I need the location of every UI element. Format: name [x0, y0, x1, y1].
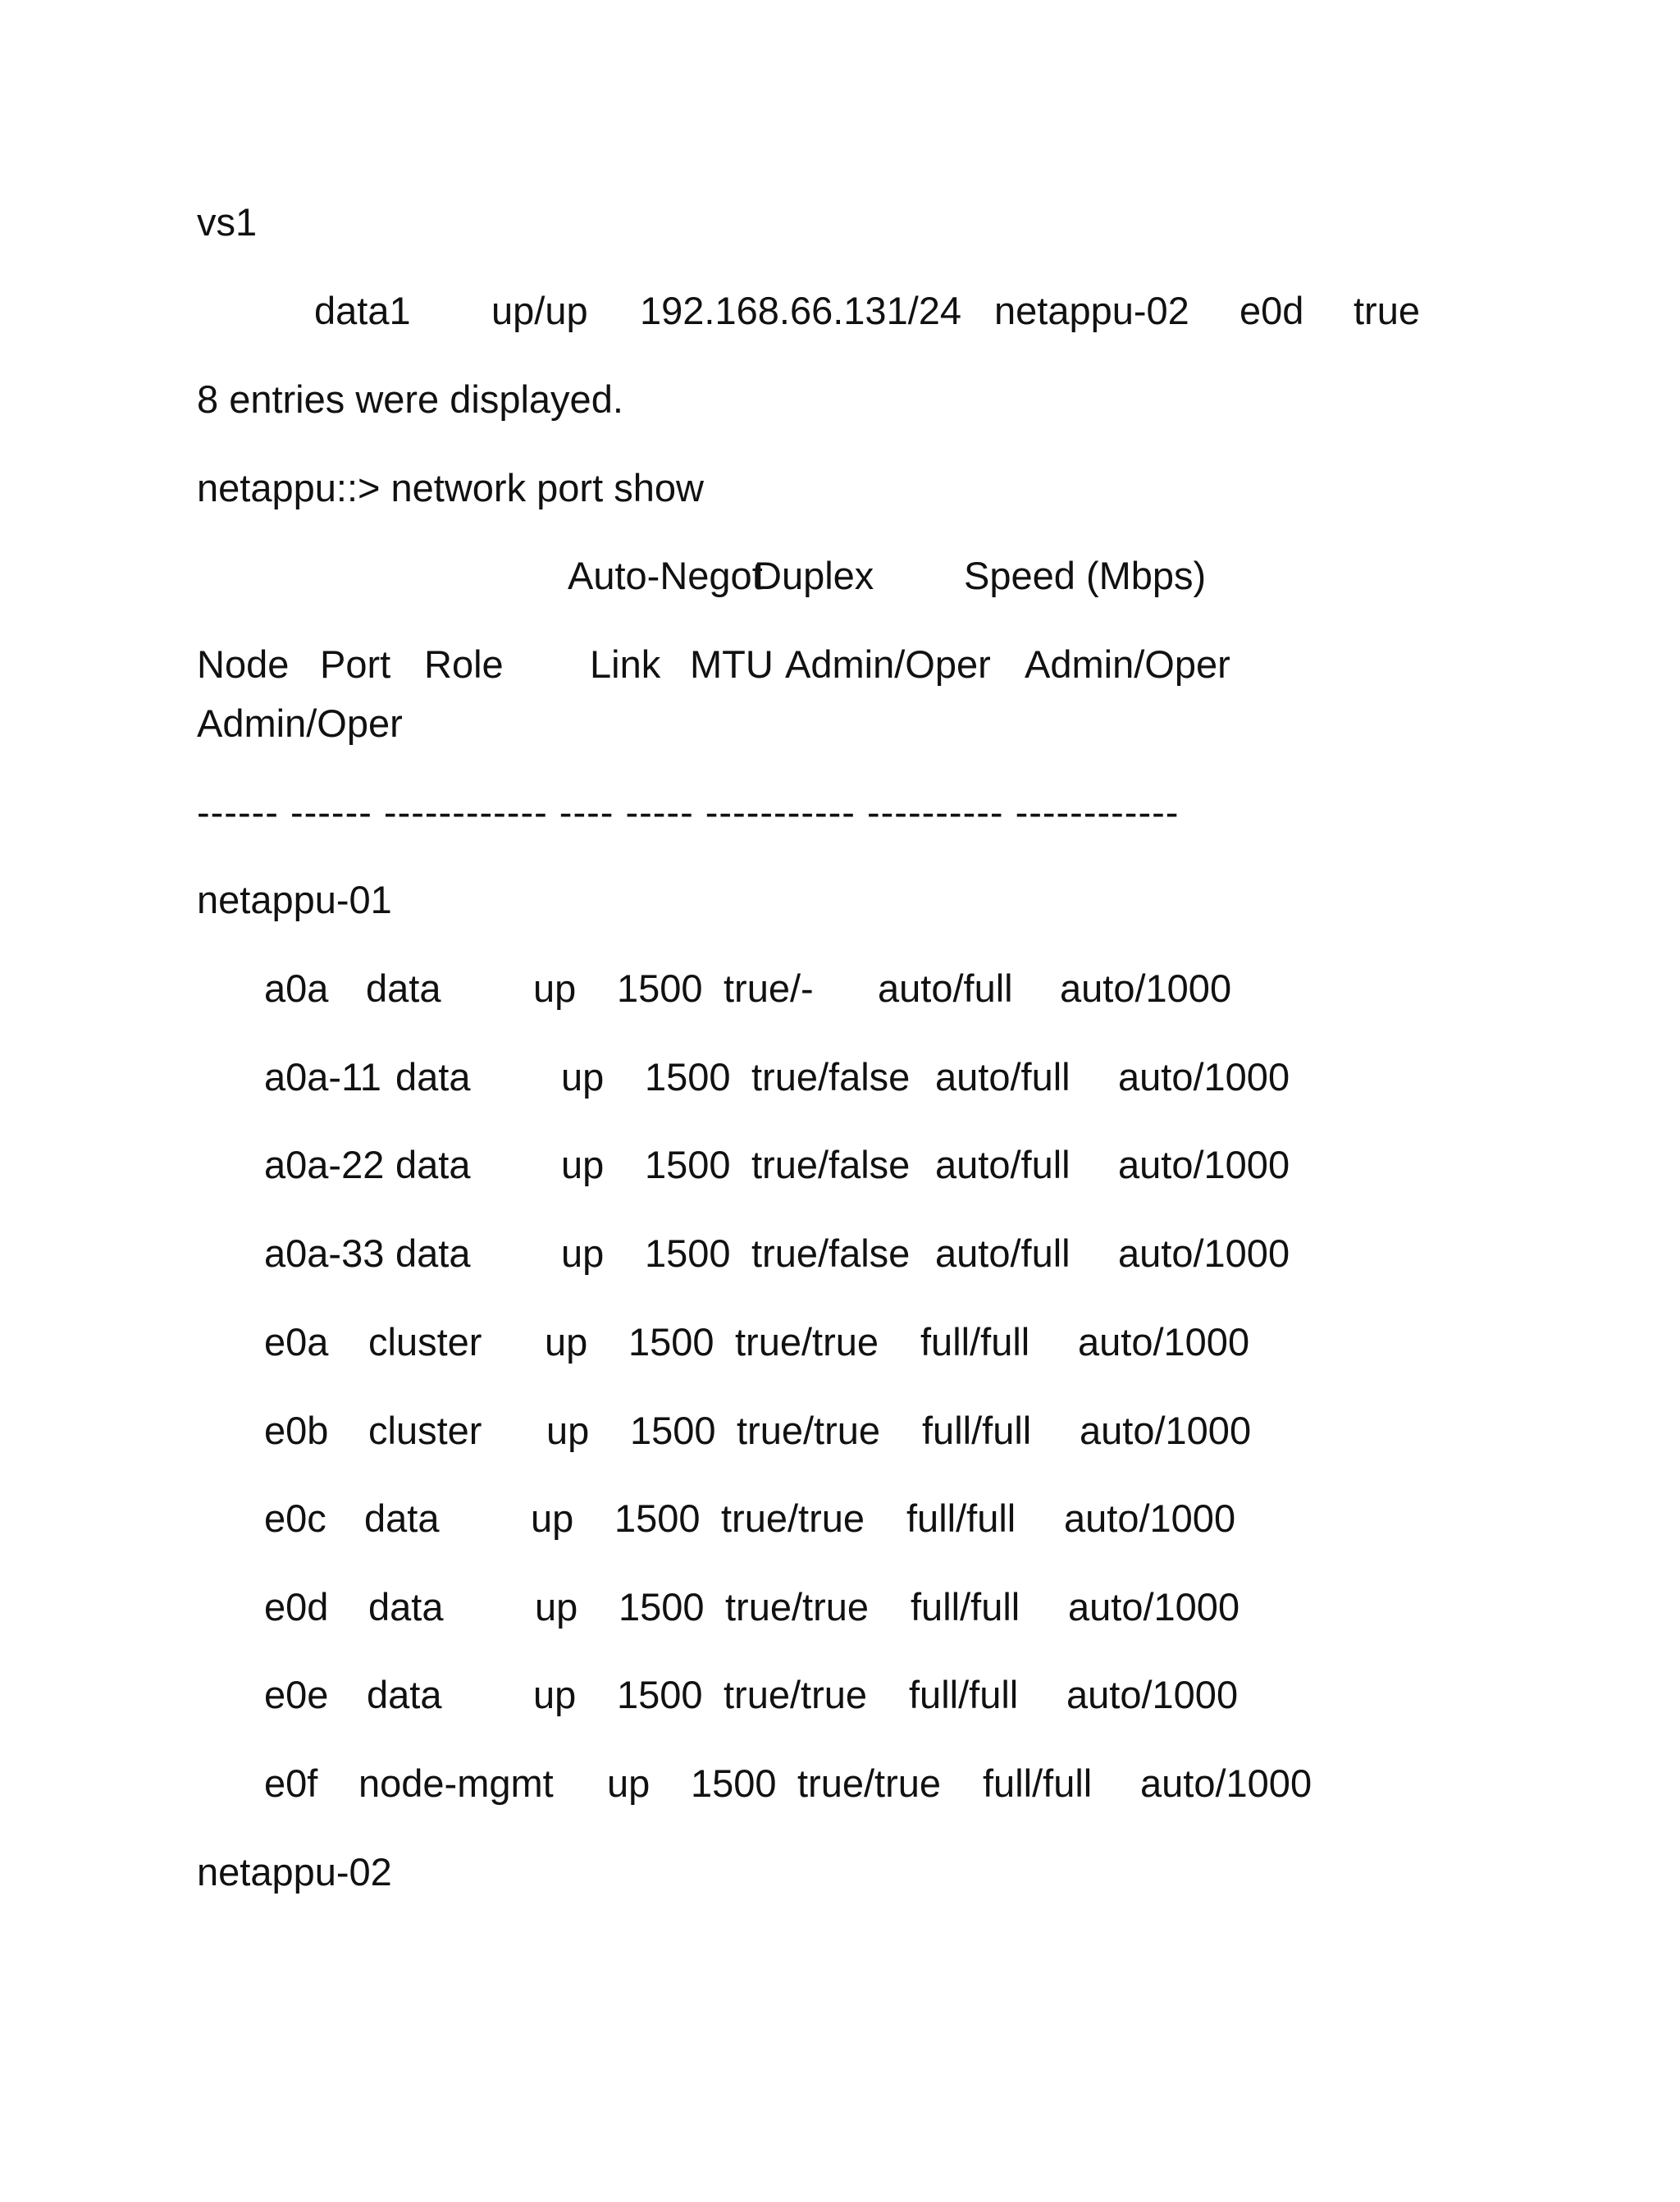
cell-port: a0a-33: [264, 1231, 385, 1275]
cell-autoneg: true/true: [735, 1320, 879, 1364]
cell-speed: auto/1000: [1064, 1496, 1236, 1540]
cell-port: e0c: [264, 1496, 326, 1540]
cell-role: data: [367, 1673, 442, 1716]
table-row: [0, 1759, 1680, 1808]
cell-speed: auto/1000: [1060, 966, 1232, 1010]
group-header-speed: Speed (Mbps): [964, 554, 1207, 597]
cell-link: up: [561, 1143, 605, 1186]
cell-duplex: full/full: [920, 1320, 1030, 1364]
cell-role: cluster: [368, 1320, 482, 1364]
cell-link: up: [545, 1320, 588, 1364]
cell-mtu: 1500: [614, 1496, 701, 1540]
col-link: Link: [590, 642, 661, 686]
table-row: [0, 1670, 1680, 1720]
cell-autoneg: true/false: [751, 1143, 911, 1186]
cell-port: e0a: [264, 1320, 329, 1364]
cell-duplex: auto/full: [935, 1231, 1071, 1275]
cell-role: data: [368, 1585, 444, 1629]
table-separator: ------ ------ ------------ ---- ----- ----------- ---------- ------------: [197, 790, 1180, 834]
cell-link: up: [535, 1585, 578, 1629]
cell-autoneg: true/true: [725, 1585, 870, 1629]
command-prompt: netappu::> network port show: [197, 466, 704, 509]
cell-mtu: 1500: [617, 966, 703, 1010]
table-row: [0, 1140, 1680, 1190]
col-speed-wrapped: Admin/Oper: [197, 701, 403, 745]
cell-link: up: [561, 1055, 605, 1099]
cell-mtu: 1500: [628, 1320, 714, 1364]
table-row: [0, 1494, 1680, 1543]
cell-mtu: 1500: [645, 1231, 731, 1275]
lif-name: data1: [314, 289, 411, 332]
lif-node: netappu-02: [994, 289, 1189, 332]
cell-duplex: auto/full: [935, 1055, 1071, 1099]
cell-link: up: [533, 966, 577, 1010]
table-row: [0, 964, 1680, 1013]
node-name-1: netappu-01: [197, 878, 392, 921]
cell-port: e0f: [264, 1761, 318, 1805]
cell-autoneg: true/-: [724, 966, 814, 1010]
cell-port: e0b: [264, 1409, 329, 1452]
cell-port: a0a: [264, 966, 329, 1010]
cell-speed: auto/1000: [1118, 1143, 1290, 1186]
vserver-name: vs1: [197, 200, 258, 244]
cell-duplex: auto/full: [935, 1143, 1071, 1186]
col-duplex: Admin/Oper: [1025, 642, 1230, 686]
cell-link: up: [561, 1231, 605, 1275]
cell-port: a0a-11: [264, 1055, 381, 1099]
cell-role: data: [395, 1055, 471, 1099]
cell-duplex: full/full: [983, 1761, 1093, 1805]
cell-speed: auto/1000: [1118, 1231, 1290, 1275]
cell-duplex: auto/full: [878, 966, 1013, 1010]
cell-link: up: [533, 1673, 577, 1716]
cell-autoneg: true/true: [721, 1496, 865, 1540]
cell-link: up: [607, 1761, 651, 1805]
cell-port: e0e: [264, 1673, 329, 1716]
cell-mtu: 1500: [630, 1409, 716, 1452]
cell-mtu: 1500: [645, 1055, 731, 1099]
cell-role: data: [395, 1231, 471, 1275]
cell-duplex: full/full: [906, 1496, 1016, 1540]
cell-role: data: [366, 966, 441, 1010]
lif-status: up/up: [491, 289, 588, 332]
col-mtu: MTU: [690, 642, 774, 686]
cell-speed: auto/1000: [1068, 1585, 1240, 1629]
cell-role: cluster: [368, 1409, 482, 1452]
cell-port: a0a-22: [264, 1143, 385, 1186]
cell-port: e0d: [264, 1585, 329, 1629]
cell-mtu: 1500: [645, 1143, 731, 1186]
node-name-2: netappu-02: [197, 1850, 392, 1894]
cell-mtu: 1500: [617, 1673, 703, 1716]
lif-is-home: true: [1354, 289, 1420, 332]
cell-role: data: [395, 1143, 471, 1186]
cell-autoneg: true/false: [751, 1055, 911, 1099]
col-port: Port: [320, 642, 391, 686]
table-row: [0, 1583, 1680, 1632]
table-row: [0, 1053, 1680, 1102]
table-row: [0, 1318, 1680, 1367]
cell-mtu: 1500: [691, 1761, 777, 1805]
table-column-header: [0, 640, 1680, 689]
cell-mtu: 1500: [619, 1585, 705, 1629]
cell-duplex: full/full: [911, 1585, 1020, 1629]
table-row: [0, 1229, 1680, 1278]
cell-autoneg: true/true: [797, 1761, 942, 1805]
col-role: Role: [424, 642, 504, 686]
cell-duplex: full/full: [922, 1409, 1032, 1452]
cell-role: data: [364, 1496, 440, 1540]
lif-row: [0, 286, 1680, 336]
cell-role: node-mgmt: [358, 1761, 554, 1805]
cell-autoneg: true/true: [737, 1409, 881, 1452]
group-header-duplex: Duplex: [754, 554, 874, 597]
cell-speed: auto/1000: [1080, 1409, 1252, 1452]
lif-address: 192.168.66.131/24: [640, 289, 962, 332]
cell-link: up: [546, 1409, 590, 1452]
cell-speed: auto/1000: [1078, 1320, 1250, 1364]
lif-port: e0d: [1239, 289, 1304, 332]
table-row: [0, 1406, 1680, 1455]
cell-speed: auto/1000: [1066, 1673, 1239, 1716]
cell-autoneg: true/true: [724, 1673, 868, 1716]
col-autoneg: Admin/Oper: [785, 642, 991, 686]
group-header-autoneg: Auto-Negot: [568, 554, 763, 597]
cell-duplex: full/full: [909, 1673, 1019, 1716]
cell-speed: auto/1000: [1140, 1761, 1312, 1805]
cell-autoneg: true/false: [751, 1231, 911, 1275]
col-node: Node: [197, 642, 290, 686]
entries-message: 8 entries were displayed.: [197, 377, 623, 421]
cell-speed: auto/1000: [1118, 1055, 1290, 1099]
cell-link: up: [531, 1496, 574, 1540]
table-group-header: [0, 551, 1680, 601]
